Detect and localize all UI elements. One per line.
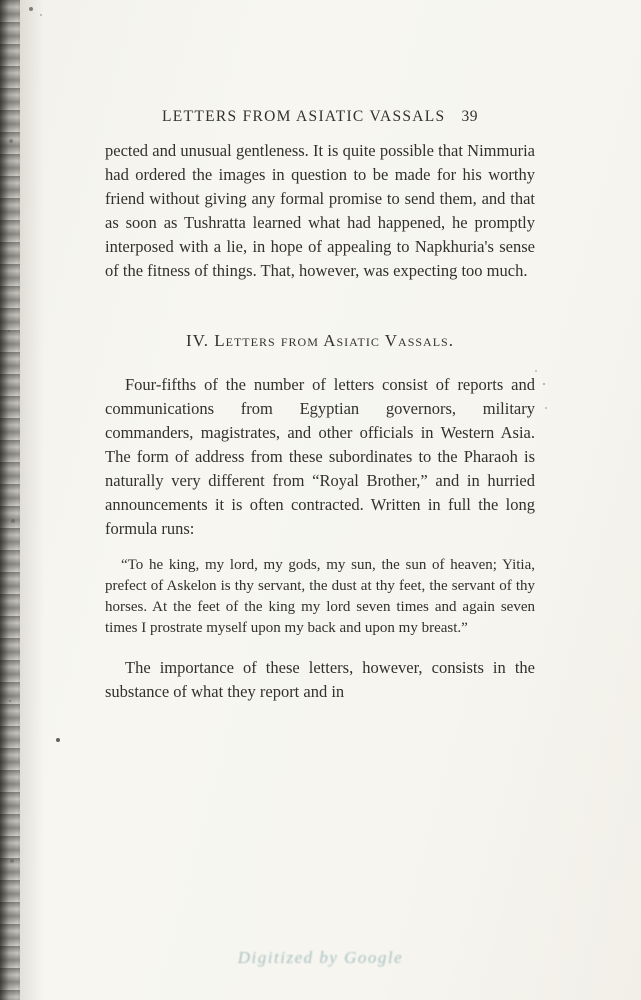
scan-binding-edge bbox=[0, 0, 20, 1000]
digitized-watermark: Digitized by Google bbox=[237, 948, 404, 967]
section-heading: IV. Letters from Asiatic Vassals. bbox=[186, 331, 454, 350]
scan-edge-shadow bbox=[18, 0, 44, 1000]
paragraph-continuation: pected and unusual gentleness. It is quite possible that Nimmuria had ordered the images in question to be made for his worthy friend without giving any formal promise to send them, and that as soon as Tushratta learned what had happened, he promptly interposed with a lie, in hope of appealing to Napkhuria's sense of the fitness of things. That, however, was expecting too much. bbox=[105, 141, 535, 280]
page-number: 39 bbox=[461, 108, 478, 125]
scan-specks bbox=[0, 0, 2, 2]
text-block bbox=[105, 108, 535, 704]
block-quote: “To he king, my lord, my gods, my sun, the sun of heaven; Yitia, prefect of Askelon is thy servant, the dust at thy feet, the servant of thy horses. At the feet of the king my lord seven times and again seven times I prostrate myself upon my back and upon my breast.” bbox=[105, 557, 535, 636]
running-header-title: LETTERS FROM ASIATIC VASSALS bbox=[162, 108, 446, 125]
paragraph: The importance of these letters, however, consists in the substance of what they report and in bbox=[105, 658, 535, 701]
paragraph: Four-fifths of the number of letters consist of reports and communications from Egyptian governors, military commanders, magistrates, and other officials in Western Asia. The form of address from these subordinates to the Pharaoh is naturally very different from “Royal Brother,” and in hurried announcements it is often contracted. Written in full the long formula runs: bbox=[105, 375, 535, 538]
body-text bbox=[105, 139, 535, 704]
running-header bbox=[105, 108, 535, 126]
